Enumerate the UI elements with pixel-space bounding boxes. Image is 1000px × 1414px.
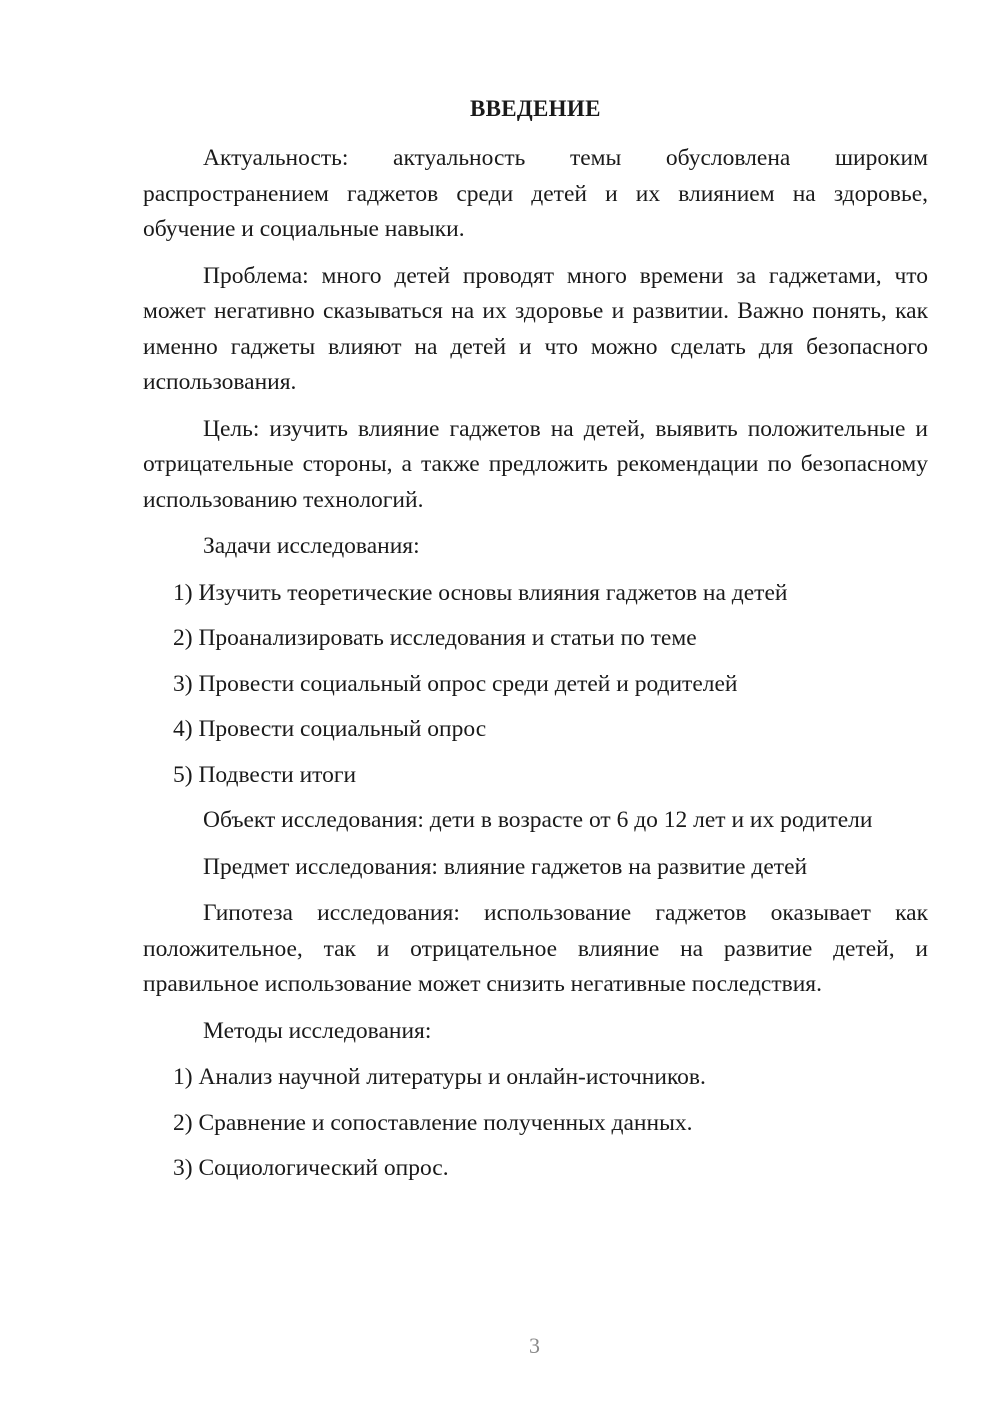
body-text	[143, 141, 928, 1197]
methods-heading: Методы исследования:	[203, 1017, 432, 1044]
task-item: 3) Провести социальный опрос среди детей и родителей	[173, 670, 738, 697]
task-item: 5) Подвести итоги	[173, 761, 357, 788]
object-line: Объект исследования: дети в возрасте от 6 до 12 лет и их родители	[203, 807, 873, 833]
task-item: 4) Провести социальный опрос	[173, 716, 487, 742]
section-title: ВВЕДЕНИЕ	[470, 96, 601, 121]
task-item: 1) Изучить теоретические основы влияния гаджетов на детей	[173, 579, 788, 606]
relevance-paragraph: Актуальность: актуальность темы обусловлена широким распространением гаджетов среди детей и их влиянием на здоровье, обучение и социальные навыки.	[143, 145, 928, 242]
page-number: 3	[529, 1333, 540, 1358]
method-item: 3) Социологический опрос.	[173, 1155, 449, 1181]
task-item: 2) Проанализировать исследования и статьи по теме	[173, 625, 697, 651]
tasks-heading: Задачи исследования:	[203, 533, 420, 559]
goal-paragraph: Цель: изучить влияние гаджетов на детей, выявить положительные и отрицательные стороны, а также предложить рекомендации по безопасному использованию технологий.	[143, 415, 928, 513]
method-item: 2) Сравнение и сопоставление полученных данных.	[173, 1109, 693, 1136]
method-item: 1) Анализ научной литературы и онлайн-источников.	[173, 1064, 706, 1090]
problem-paragraph: Проблема: много детей проводят много времени за гаджетами, что может негативно сказываться на их здоровье и развитии. Важно понять, как именно гаджеты влияют на детей и что можно сделать для безопасного использования.	[143, 262, 928, 395]
hypothesis-paragraph: Гипотеза исследования: использование гаджетов оказывает как положительное, так и отрицательное влияние на развитие детей, и правильное использование может снизить негативные последствия.	[143, 900, 928, 997]
subject-line: Предмет исследования: влияние гаджетов на развитие детей	[203, 853, 808, 880]
